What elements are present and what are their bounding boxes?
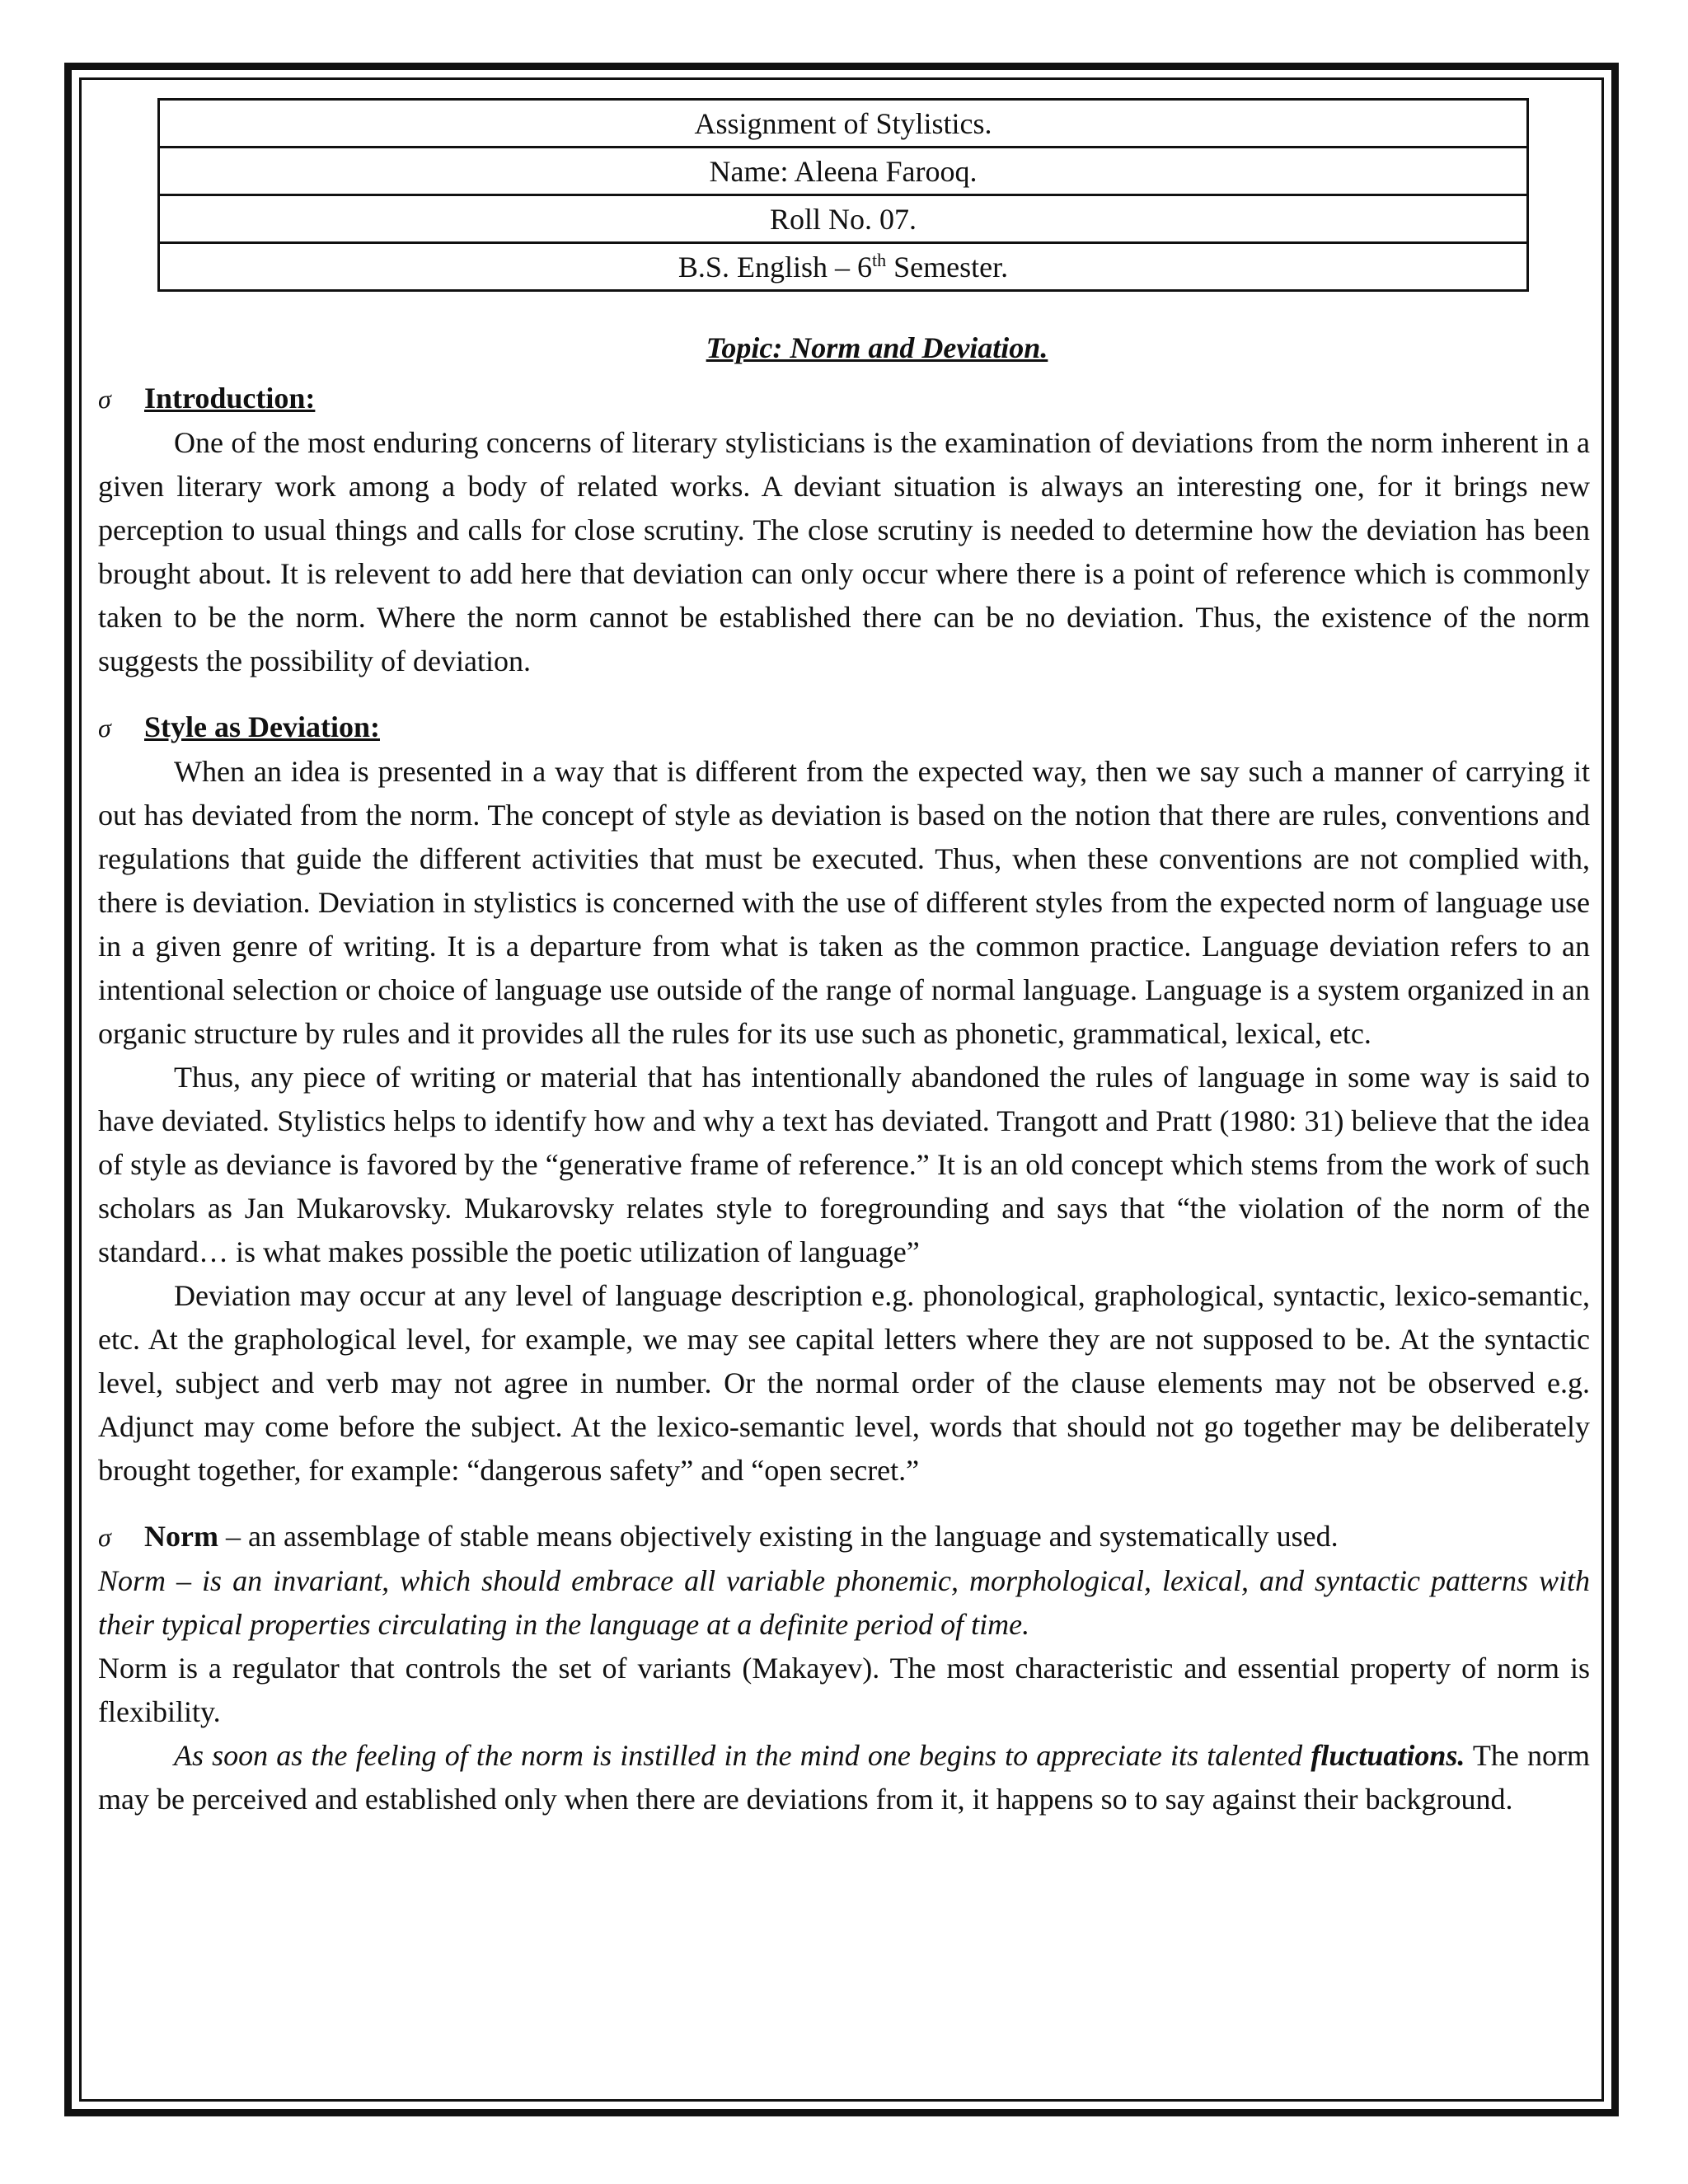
introduction-heading-text: Introduction: — [144, 382, 316, 415]
introduction-section — [98, 377, 1590, 683]
norm-italic-definition: Norm – is an invariant, which should embrace all variable phonemic, morphological, lexical, and syntactic patterns with their typical properties circulating in the language at a definite period of time. — [98, 1564, 1590, 1641]
roll-number-cell: Roll No. 07. — [159, 195, 1528, 243]
style-paragraph-2: Thus, any piece of writing or material that has intentionally abandoned the rules of language in some way is said to have deviated. Stylistics helps to identify how and why a text has deviated. Trangott and Pratt (1980: 31) believe that the idea of style as deviance is favored by the “generative frame of reference.” It is an old concept which stems from the work of such scholars as Jan Mukarovsky. Mukarovsky relates style to foregrounding and says that “the violation of the norm of the standard… is what makes possible the poetic utilization of language” — [98, 1061, 1590, 1268]
style-as-deviation-heading — [98, 705, 1590, 750]
table-row — [159, 148, 1528, 195]
ordinal-suffix: th — [871, 250, 887, 270]
semester-text: Semester. — [886, 251, 1009, 284]
fluctuations-word: fluctuations. — [1311, 1739, 1465, 1772]
table-row — [159, 243, 1528, 291]
table-row — [159, 195, 1528, 243]
norm-section — [98, 1515, 1590, 1821]
norm-definition: – an assemblage of stable means objectively existing in the language and systematically used. — [218, 1520, 1339, 1553]
document-body — [98, 333, 1590, 1821]
table-row — [159, 100, 1528, 148]
bullet-icon: σ — [98, 1522, 111, 1552]
norm-definition-line — [98, 1515, 1590, 1559]
norm-closing: The norm may be perceived and established only when there are deviations from it, it happens so to say against their background. — [98, 1739, 1590, 1816]
style-paragraph-3: Deviation may occur at any level of language description e.g. phonological, graphological, syntactic, lexico-semantic, etc. At the graphological level, for example, we may see capital letters where they are not supposed to be. At the syntactic level, subject and verb may not agree in number. Or the normal order of the clause elements may not be observed e.g. Adjunct may come before the subject. At the lexico-semantic level, words that should not go together may be deliberately brought together, for example: “dangerous safety” and “open secret.” — [98, 1279, 1590, 1487]
student-name-cell: Name: Aleena Farooq. — [159, 148, 1528, 195]
norm-fluctuations-paragraph — [98, 1734, 1590, 1821]
assignment-info-table — [157, 98, 1529, 292]
introduction-paragraph: One of the most enduring concerns of literary stylisticians is the examination of deviations from the norm inherent in a given literary work among a body of related works. A deviant situation is always an interesting one, for it brings new perception to usual things and calls for close scrutiny. The close scrutiny is needed to determine how the deviation has been brought about. It is relevent to add here that deviation can only occur where there is a point of reference which is commonly taken to be the norm. Where the norm cannot be established there can be no deviation. Thus, the existence of the norm suggests the possibility of deviation. — [98, 426, 1590, 677]
norm-italic-lead: As soon as the feeling of the norm is instilled in the mind one begins to appreciate its talented — [174, 1739, 1311, 1772]
style-as-deviation-section — [98, 705, 1590, 1493]
style-as-deviation-heading-text: Style as Deviation: — [144, 710, 380, 743]
program-text: B.S. English – 6 — [678, 251, 872, 284]
style-paragraph-1: When an idea is presented in a way that is different from the expected way, then we say such a manner of carrying it out has deviated from the norm. The concept of style as deviation is based on the notion that there are rules, conventions and regulations that guide the different activities that must be executed. Thus, when these conventions are not complied with, there is deviation. Deviation in stylistics is concerned with the use of different styles from the expected norm of language use in a given genre of writing. It is a departure from what is taken as the common practice. Language deviation refers to an intentional selection or choice of language use outside of the range of normal language. Language is a system organized in an organic structure by rules and it provides all the rules for its use such as phonetic, grammatical, lexical, etc. — [98, 755, 1590, 1050]
assignment-title-cell: Assignment of Stylistics. — [159, 100, 1528, 148]
norm-regulator-paragraph: Norm is a regulator that controls the set of variants (Makayev). The most characteristic and essential property of norm is flexibility. — [98, 1652, 1590, 1728]
norm-term: Norm — [144, 1520, 218, 1553]
bullet-icon: σ — [98, 713, 111, 743]
introduction-heading — [98, 377, 1590, 421]
bullet-icon: σ — [98, 384, 111, 414]
program-semester-cell — [159, 243, 1528, 291]
topic-title: Topic: Norm and Deviation. — [706, 331, 1048, 364]
